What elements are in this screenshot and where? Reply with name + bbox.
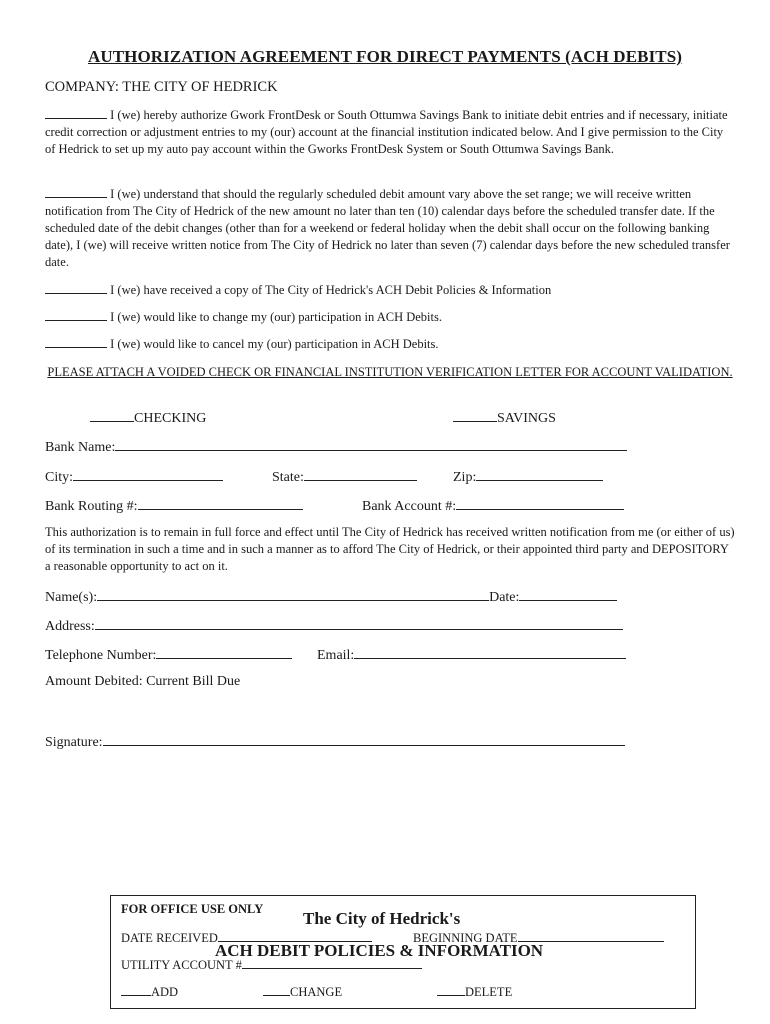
initial-blank-3[interactable] bbox=[45, 282, 107, 294]
checking-blank[interactable] bbox=[90, 408, 134, 422]
initial-blank-5[interactable] bbox=[45, 336, 107, 348]
savings-label: SAVINGS bbox=[497, 411, 556, 426]
routing-row bbox=[45, 496, 303, 515]
attach-voided-check-notice: PLEASE ATTACH A VOIDED CHECK OR FINANCIAL INSTITUTION VERIFICATION LETTER FOR ACCOUNT VALIDATION. bbox=[47, 365, 733, 379]
city-field[interactable] bbox=[73, 467, 223, 481]
received-copy-line bbox=[45, 282, 735, 299]
names-field[interactable] bbox=[97, 587, 489, 601]
office-use-heading: FOR OFFICE USE ONLY bbox=[121, 902, 264, 916]
email-label: Email: bbox=[317, 648, 355, 663]
address-label: Address: bbox=[45, 619, 95, 634]
zip-label: Zip: bbox=[453, 470, 477, 485]
routing-field[interactable] bbox=[138, 496, 303, 510]
cancel-participation-line bbox=[45, 336, 735, 353]
change-participation-text: I (we) would like to change my (our) participation in ACH Debits. bbox=[110, 310, 442, 324]
cancel-participation-text: I (we) would like to cancel my (our) participation in ACH Debits. bbox=[110, 337, 439, 351]
change-option bbox=[263, 984, 342, 1000]
city-row bbox=[45, 467, 223, 486]
authorization-paragraph bbox=[45, 107, 735, 158]
policies-subtitle: ACH DEBIT POLICIES & INFORMATION bbox=[215, 941, 544, 960]
amount-debited: Amount Debited: Current Bill Due bbox=[45, 674, 241, 689]
account-field[interactable] bbox=[456, 496, 624, 510]
date-label: Date: bbox=[489, 590, 520, 605]
delete-label: DELETE bbox=[465, 985, 513, 999]
utility-account-label: UTILITY ACCOUNT # bbox=[121, 958, 242, 972]
account-label: Bank Account #: bbox=[362, 499, 457, 514]
date-field[interactable] bbox=[519, 587, 617, 601]
change-participation-line bbox=[45, 309, 735, 326]
city-label: City: bbox=[45, 470, 74, 485]
delete-blank[interactable] bbox=[437, 984, 465, 996]
routing-label: Bank Routing #: bbox=[45, 499, 138, 514]
bank-name-field[interactable] bbox=[115, 437, 627, 451]
names-row bbox=[45, 587, 617, 606]
add-label: ADD bbox=[151, 985, 179, 999]
account-row bbox=[362, 496, 624, 515]
signature-label: Signature: bbox=[45, 735, 103, 750]
state-row bbox=[272, 467, 417, 486]
date-received-label: DATE RECEIVED bbox=[121, 931, 218, 945]
beginning-date-label: BEGINNING DATE bbox=[413, 931, 518, 945]
notification-text: I (we) understand that should the regularly scheduled debit amount vary above the set range; we will receive written notification from The City of Hedrick of the new amount no later than ten (10) calendar days before the scheduled transfer date. If the scheduled date of the debit changes (other than for a weekend or federal holiday when the debit shall occur on the following banking date), I (we) will receive written notice from The City of Hedrick no later than seven (7) calendar days before the new scheduled transfer date. bbox=[45, 187, 730, 269]
telephone-row bbox=[45, 645, 292, 664]
initial-blank-4[interactable] bbox=[45, 309, 107, 321]
change-label: CHANGE bbox=[290, 985, 343, 999]
zip-field[interactable] bbox=[476, 467, 603, 481]
change-blank[interactable] bbox=[263, 984, 290, 996]
document-title: AUTHORIZATION AGREEMENT FOR DIRECT PAYMENTS (ACH DEBITS) bbox=[87, 47, 683, 66]
delete-option bbox=[437, 984, 512, 1000]
telephone-label: Telephone Number: bbox=[45, 648, 157, 663]
email-row bbox=[317, 645, 626, 664]
address-row bbox=[45, 616, 623, 635]
zip-row bbox=[453, 467, 603, 486]
state-label: State: bbox=[272, 470, 304, 485]
office-use-box bbox=[110, 895, 696, 1009]
initial-blank-2[interactable] bbox=[45, 186, 107, 198]
bank-name-label: Bank Name: bbox=[45, 440, 116, 455]
signature-row bbox=[45, 732, 625, 751]
checking-label: CHECKING bbox=[134, 411, 207, 426]
termination-paragraph: This authorization is to remain in full force and effect until The City of Hedrick has received written notification from me (or either of us) of its termination in such a time and in such a manner as to afford The City of Hedrick, or their appointed third party and DEPOSITORY a reasonable opportunity to act on it. bbox=[45, 525, 735, 573]
add-option bbox=[121, 984, 178, 1000]
bank-name-row bbox=[45, 437, 627, 456]
address-field[interactable] bbox=[95, 616, 623, 630]
state-field[interactable] bbox=[304, 467, 417, 481]
notification-paragraph bbox=[45, 186, 735, 271]
savings-option bbox=[453, 408, 556, 427]
savings-blank[interactable] bbox=[453, 408, 497, 422]
initial-blank-1[interactable] bbox=[45, 107, 107, 119]
company-line: COMPANY: THE CITY OF HEDRICK bbox=[45, 79, 278, 95]
signature-field[interactable] bbox=[103, 732, 625, 746]
checking-option bbox=[90, 408, 206, 427]
add-blank[interactable] bbox=[121, 984, 151, 996]
email-field[interactable] bbox=[354, 645, 626, 659]
policies-title: The City of Hedrick's bbox=[303, 909, 461, 928]
telephone-field[interactable] bbox=[156, 645, 292, 659]
received-copy-text: I (we) have received a copy of The City of Hedrick's ACH Debit Policies & Information bbox=[110, 283, 552, 297]
names-label: Name(s): bbox=[45, 590, 98, 605]
authorization-text: I (we) hereby authorize Gwork FrontDesk or South Ottumwa Savings Bank to initiate debit entries and if necessary, initiate credit correction or adjustment entries to my (our) account at the financial institution indicated below. And I give permission to the City of Hedrick to set up my auto pay account within the Gworks FrontDesk System or South Ottumwa Savings Bank. bbox=[45, 108, 728, 156]
